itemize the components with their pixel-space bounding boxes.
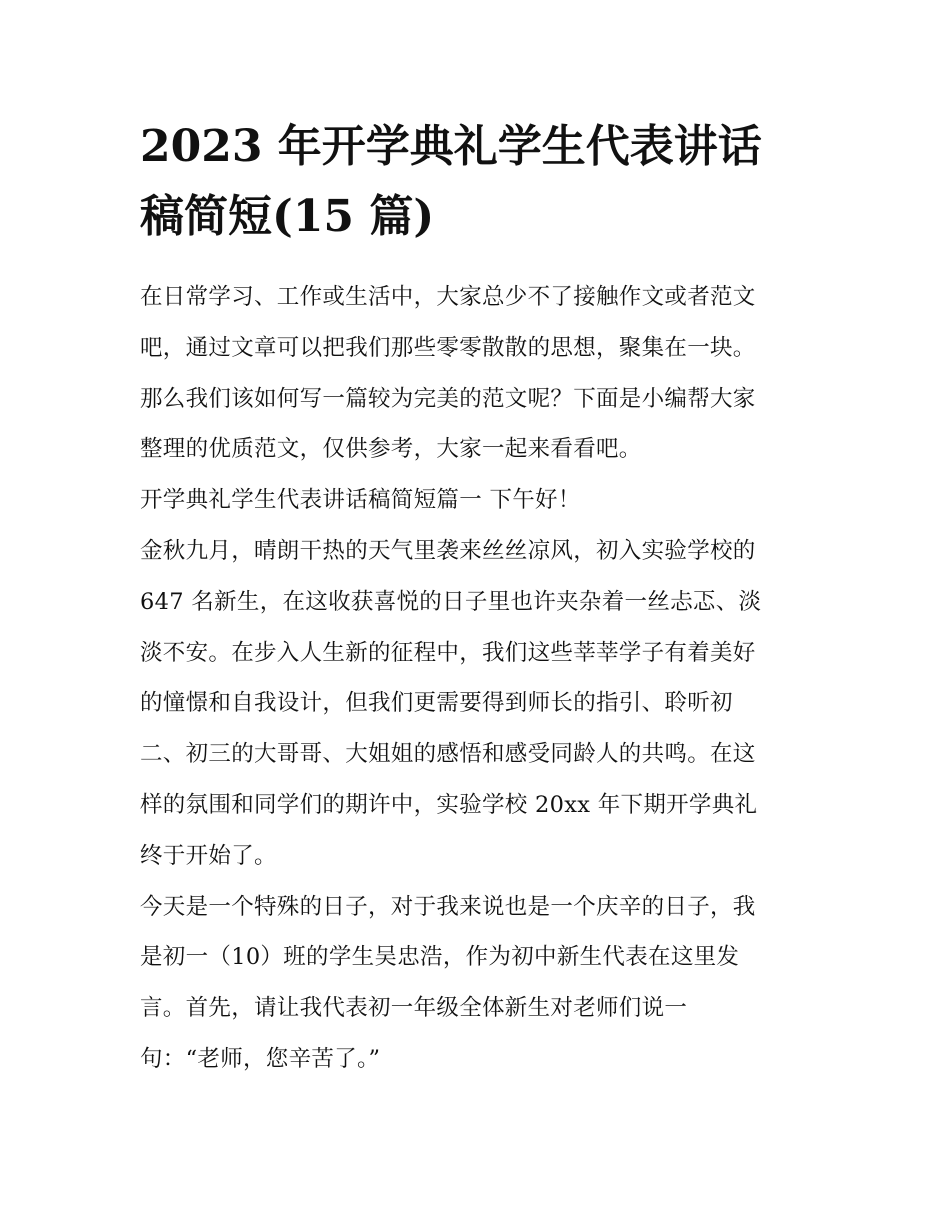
text-line: 二、初三的大哥哥、大姐姐的感悟和感受同龄人的共鸣。在这 — [140, 741, 756, 768]
text-line: 647 名新生，在这收获喜悦的日子里也许夹杂着一丝忐忑、淡 — [140, 588, 762, 615]
text-line: 开学典礼学生代表讲话稿简短篇一 下午好！ — [140, 487, 581, 514]
intro-paragraph — [140, 272, 820, 475]
text-line: 言。首先，请让我代表初一年级全体新生对老师们说一 — [140, 995, 688, 1022]
text-line: 今天是一个特殊的日子，对于我来说也是一个庆辛的日子，我 — [140, 893, 756, 920]
text-line: 的憧憬和自我设计，但我们更需要得到师长的指引、聆听初 — [140, 690, 733, 717]
document-title — [140, 112, 820, 252]
document-page — [140, 112, 820, 1085]
text-line: 那么我们该如何写一篇较为完美的范文呢？下面是小编帮大家 — [140, 385, 756, 412]
text-line: 句：“老师，您辛苦了。” — [140, 1045, 381, 1072]
text-line: 终于开始了。 — [140, 842, 277, 869]
text-line: 金秋九月，晴朗干热的天气里袭来丝丝凉风，初入实验学校的 — [140, 537, 756, 564]
text-line: 整理的优质范文，仅供参考，大家一起来看看吧。 — [140, 436, 642, 463]
text-line: 吧，通过文章可以把我们那些零零散散的思想，聚集在一块。 — [140, 334, 756, 361]
title-line: 2023 年开学典礼学生代表讲话 — [140, 121, 762, 172]
body-paragraph — [140, 882, 820, 1085]
text-line: 是初一（10）班的学生吴忠浩，作为初中新生代表在这里发 — [140, 944, 740, 971]
text-line: 样的氛围和同学们的期许中，实验学校 20xx 年下期开学典礼 — [140, 791, 758, 818]
document-body — [140, 272, 820, 1085]
title-line: 稿简短(15 篇) — [140, 191, 435, 242]
text-line: 淡不安。在步入人生新的征程中，我们这些莘莘学子有着美好 — [140, 639, 756, 666]
section-heading-paragraph — [140, 475, 820, 526]
text-line: 在日常学习、工作或生活中，大家总少不了接触作文或者范文 — [140, 284, 756, 310]
body-paragraph — [140, 526, 820, 882]
